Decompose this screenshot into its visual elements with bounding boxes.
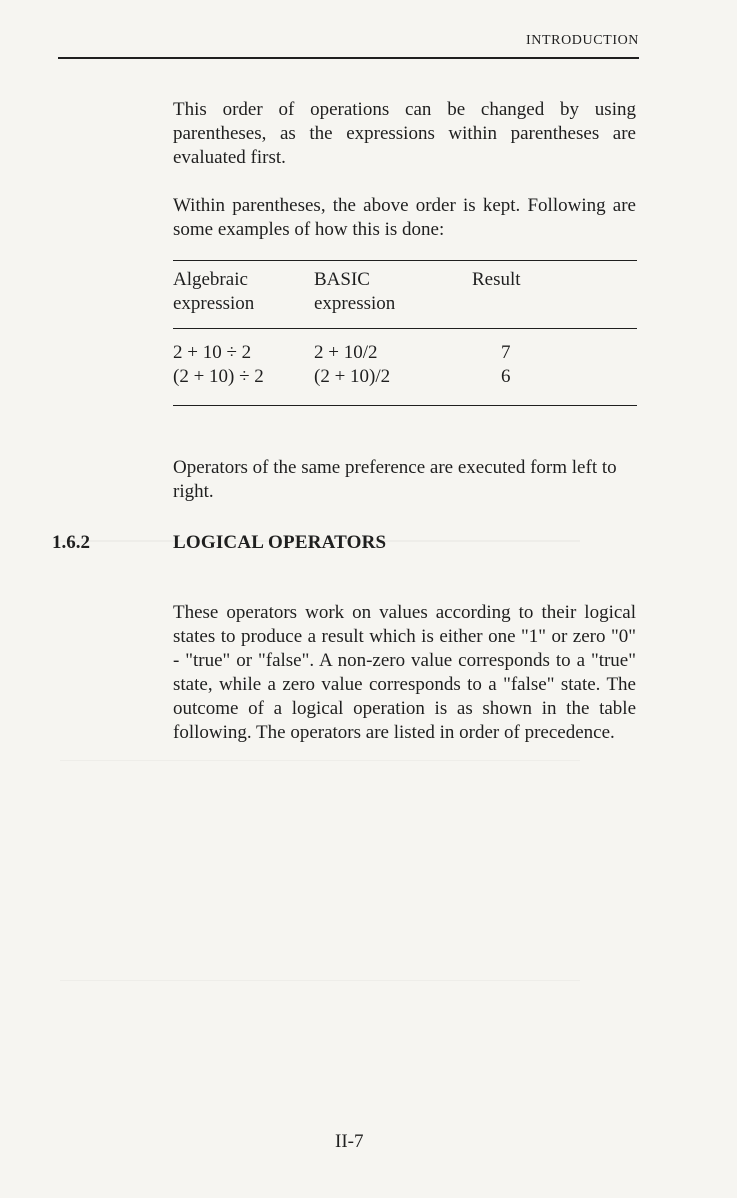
header-basic-line2: expression — [314, 293, 396, 314]
row-1-result: 7 — [501, 342, 511, 363]
header-rule — [58, 57, 639, 59]
table-top-rule — [173, 260, 637, 261]
page-number: II-7 — [335, 1131, 364, 1152]
row-2-basic: (2 + 10)/2 — [314, 366, 391, 387]
paragraph-preference: Operators of the same preference are executed form left to right. — [173, 457, 617, 502]
paragraph-logical-operators: These operators work on values according to their logical states to produce a result which is either one "1" or zero "0" - "true" or "false". A non-zero value corresponds to a "true" state, while a zero value corresponds to a "false" state. The outcome of a logical operation is as shown in the table following. The operators are listed in order of precedence. — [173, 602, 636, 743]
row-2-algebraic: (2 + 10) ÷ 2 — [173, 366, 264, 387]
row-2-result: 6 — [501, 366, 511, 387]
header-result: Result — [472, 269, 521, 290]
running-head: INTRODUCTION — [526, 33, 639, 48]
section-title: LOGICAL OPERATORS — [173, 532, 387, 553]
table-bottom-rule — [173, 405, 637, 406]
operations-table — [173, 260, 637, 406]
row-1-algebraic: 2 + 10 ÷ 2 — [173, 342, 252, 363]
header-algebraic-line1: Algebraic — [173, 269, 248, 290]
paragraph-parentheses: Within parentheses, the above order is kept. Following are some examples of how this is done: — [173, 195, 636, 240]
row-1-basic: 2 + 10/2 — [314, 342, 378, 363]
section-number: 1.6.2 — [52, 532, 90, 553]
paragraph-operations-order: This order of operations can be changed by using parentheses, as the expressions within parentheses are evaluated first. — [173, 99, 636, 168]
header-basic-line1: BASIC — [314, 269, 370, 290]
table-header-rule — [173, 328, 637, 329]
header-algebraic-line2: expression — [173, 293, 255, 314]
